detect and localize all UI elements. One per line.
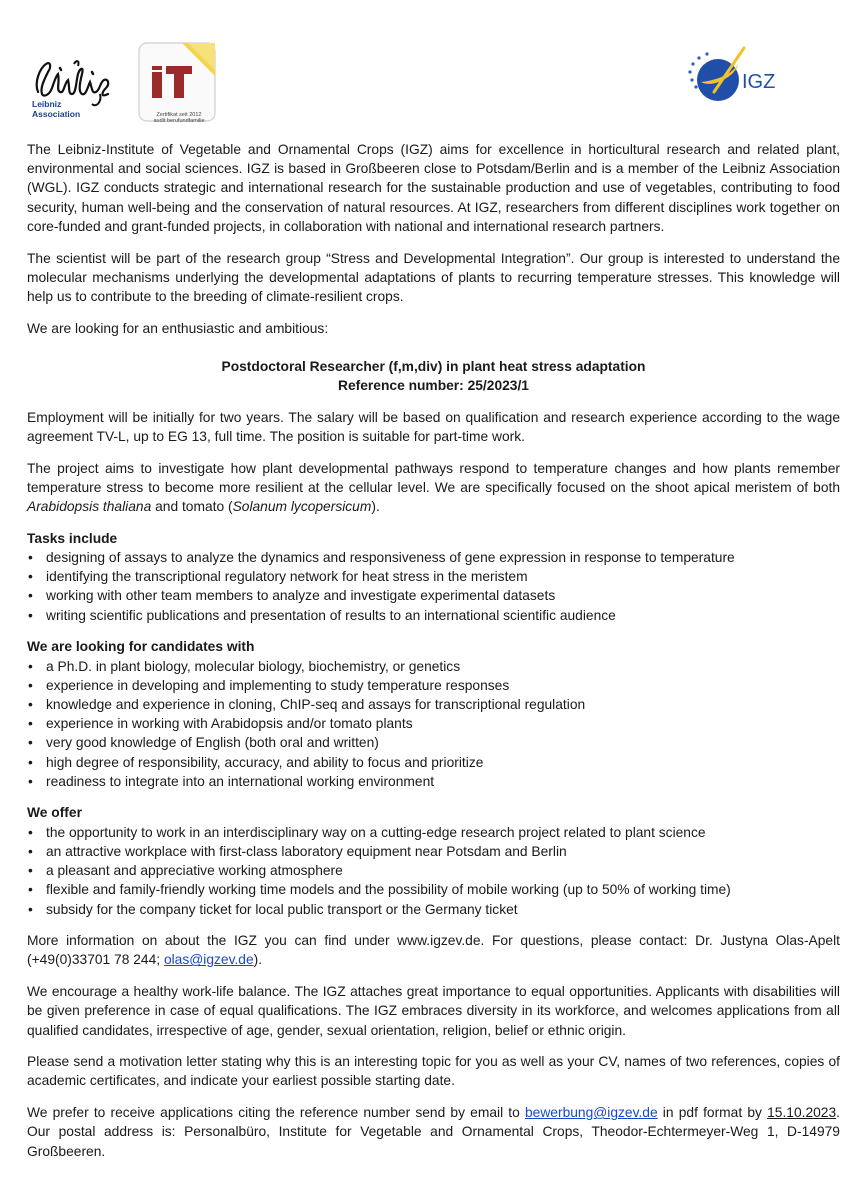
closing-text-a: We prefer to receive applications citing the reference number send by email to	[27, 1105, 525, 1121]
tasks-heading: Tasks include	[27, 530, 118, 546]
list-item: • flexible and family-friendly working time models and the possibility of mobile working (up to 50% of working time)	[27, 880, 840, 899]
contact-text-end: ).	[253, 952, 263, 968]
leibniz-label-line1: Leibniz	[32, 99, 62, 109]
list-item: • readiness to integrate into an international working environment	[27, 772, 840, 791]
project-text-c: ).	[371, 499, 380, 515]
list-item: • identifying the transcriptional regulatory network for heat stress in the meristem	[27, 567, 840, 586]
offer-heading: We offer	[27, 805, 82, 821]
employment-paragraph: Employment will be initially for two years. The salary will be based on qualification and research experience according to the wage agreement TV-L, up to EG 13, full time. The position is suitable for part-time work.	[27, 409, 840, 445]
offer-list	[27, 823, 840, 919]
closing-text-b: in pdf format by	[657, 1105, 768, 1121]
reference-number: Reference number: 25/2023/1	[338, 377, 529, 393]
list-item: • writing scientific publications and presentation of results to an international scientific audience	[27, 606, 840, 625]
leibniz-label	[32, 100, 80, 119]
tasks-list	[27, 548, 840, 625]
certificate-caption	[149, 112, 209, 124]
equality-paragraph: We encourage a healthy work-life balance. The IGZ attaches great importance to equal opportunities. Applicants with disabilities will be given preference in case of equal qualifications. The IGZ embraces diversity in its workforce, and welcomes applications from all qualified candidates, irrespective of age, gender, sexual orientation, religion, belief or ethnic origin.	[27, 984, 840, 1038]
list-item: • very good knowledge of English (both oral and written)	[27, 733, 840, 752]
closing-text-c: . Our postal address is: Personalbüro, Institute for Vegetable and Ornamental Crops, Theodor-Echtermeyer-Weg 1, D-14979 Großbeeren.	[27, 1105, 840, 1159]
intro-paragraph-2: The scientist will be part of the research group “Stress and Developmental Integration”. Our group is interested to understand the molecular mechanisms underlying the developmental adaptations of plants to recurring temperature stresses. This knowledge will help us to contribute to the breeding of climate-resilient crops.	[27, 250, 840, 304]
igz-logo	[684, 44, 784, 114]
list-item: • an attractive workplace with first-class laboratory equipment near Potsdam and Berlin	[27, 842, 840, 861]
contact-paragraph	[27, 931, 840, 969]
project-text-a: The project aims to investigate how plant developmental pathways respond to temperature changes and how plants remember temperature stress to become more resilient at the cellular level. We are specifically focused on the shoot apical meristem of both	[27, 460, 840, 495]
project-text-b: and tomato (	[151, 499, 233, 515]
application-paragraph: Please send a motivation letter stating why this is an interesting topic for you as well as your CV, names of two references, copies of academic certificates, and indicate your earliest possible starting date.	[27, 1054, 840, 1089]
list-item: • experience in developing and implementing to study temperature responses	[27, 676, 840, 695]
list-item: • experience in working with Arabidopsis and/or tomato plants	[27, 714, 840, 733]
species-arabidopsis: Arabidopsis thaliana	[27, 499, 152, 515]
list-item: • working with other team members to analyze and investigate experimental datasets	[27, 586, 840, 605]
certificate-caption-line1: Zertifikat seit 2012	[156, 112, 202, 118]
document-body	[27, 140, 840, 1161]
project-paragraph	[27, 459, 840, 517]
intro-paragraph-1: The Leibniz-Institute of Vegetable and Ornamental Crops (IGZ) aims for excellence in horticultural research and related plant, environmental and social sciences. IGZ is based in Großbeeren close to Potsdam/Berlin and is a member of the Leibniz Association (WGL). IGZ conducts strategic and international research for the sustainable production and use of vegetables, contributing to food security, human well-being and the conservation of natural resources. At IGZ, researchers from different disciplines work together on core-funded and grant-funded projects, in collaboration with national and international research partners.	[27, 142, 840, 234]
certificate-caption-line2: audit berufundfamilie	[153, 118, 205, 124]
contact-text: More information on about the IGZ you can find under www.igzev.de. For questions, please contact: Dr. Justyna Olas-Apelt (+49(0)33701 78 244;	[27, 933, 840, 968]
contact-email-link[interactable]: olas@igzev.de	[163, 952, 254, 968]
candidates-list	[27, 657, 840, 791]
igz-logo-text: IGZ	[742, 71, 776, 93]
list-item: • a pleasant and appreciative working atmosphere	[27, 861, 840, 880]
list-item: • designing of assays to analyze the dynamics and responsiveness of gene expression in response to temperature	[27, 548, 840, 567]
list-item: • subsidy for the company ticket for local public transport or the Germany ticket	[27, 900, 840, 919]
application-email-link[interactable]: bewerbung@igzev.de	[525, 1105, 658, 1121]
position-title: Postdoctoral Researcher (f,m,div) in plant heat stress adaptation	[221, 358, 646, 374]
header-logos	[0, 0, 867, 140]
species-tomato: Solanum lycopersicum	[232, 499, 372, 515]
list-item: • the opportunity to work in an interdisciplinary way on a cutting-edge research project related to plant science	[27, 823, 840, 842]
leibniz-label-line2: Association	[32, 108, 81, 119]
candidates-heading: We are looking for candidates with	[27, 639, 255, 655]
intro-paragraph-3: We are looking for an enthusiastic and ambitious:	[27, 320, 329, 336]
list-item: • high degree of responsibility, accuracy, and ability to focus and prioritize	[27, 753, 840, 772]
list-item: • knowledge and experience in cloning, ChIP-seq and assays for transcriptional regulation	[27, 695, 840, 714]
closing-paragraph	[27, 1103, 840, 1161]
position-title-block	[27, 357, 840, 395]
list-item: • a Ph.D. in plant biology, molecular biology, biochemistry, or genetics	[27, 657, 840, 676]
deadline-date: 15.10.2023	[767, 1105, 837, 1121]
